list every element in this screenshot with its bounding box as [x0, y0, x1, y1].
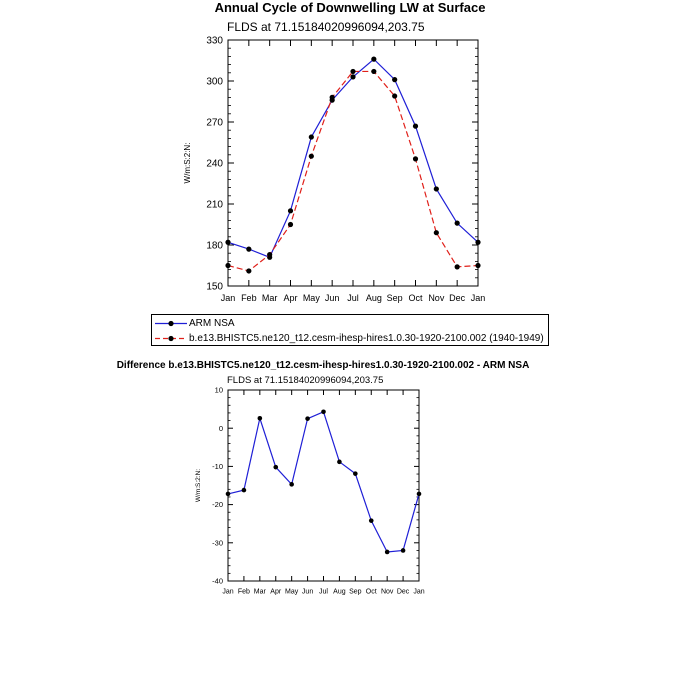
main-chart-title: Annual Cycle of Downwelling LW at Surface	[214, 0, 486, 15]
x-tick-label: Aug	[333, 588, 346, 596]
data-point	[385, 550, 390, 555]
data-point	[226, 492, 231, 497]
x-tick-label: Apr	[283, 293, 298, 303]
x-tick-label: Aug	[365, 293, 382, 303]
legend-label-obs: ARM NSA	[189, 318, 235, 329]
y-tick-label: -40	[212, 576, 223, 586]
x-tick-label: Dec	[449, 293, 466, 303]
y-tick-label: 330	[206, 35, 223, 47]
data-point	[258, 416, 263, 421]
y-tick-label: 300	[206, 76, 223, 88]
data-point	[369, 518, 374, 523]
data-point	[273, 465, 278, 470]
y-tick-label: 10	[214, 385, 223, 395]
x-tick-label: Oct	[408, 293, 423, 303]
y-tick-label: 240	[206, 158, 223, 170]
x-tick-label: Mar	[261, 293, 278, 303]
y-axis-label: W/m:S:2:N:	[195, 468, 202, 503]
x-tick-label: Jul	[319, 588, 328, 596]
y-tick-label: 210	[206, 199, 223, 211]
x-tick-label: May	[302, 293, 320, 303]
x-tick-label: May	[285, 588, 299, 596]
x-tick-label: Jan	[220, 293, 236, 303]
diff-chart-subtitle: FLDS at 71.15184020996094,203.75	[227, 375, 384, 386]
legend-label-model: b.e13.BHISTC5.ne120_t12.cesm-ihesp-hires1.0.30-1920-2100.002 (1940-1949)	[189, 333, 544, 344]
x-tick-label: Jun	[301, 588, 314, 596]
y-tick-label: -20	[212, 500, 223, 510]
y-tick-label: 180	[206, 240, 223, 252]
y-axis-label: W/m:S:2:N:	[183, 142, 192, 184]
x-tick-label: Jan	[222, 588, 234, 596]
x-tick-label: Nov	[428, 293, 445, 303]
data-point	[321, 409, 326, 414]
plot-frame	[228, 390, 419, 581]
diff-chart-title: Difference b.e13.BHISTC5.ne120_t12.cesm-ihesp-hires1.0.30-1920-2100.002 - ARM NSA	[116, 360, 530, 371]
data-point	[305, 416, 310, 421]
x-tick-label: Apr	[270, 588, 282, 596]
x-tick-label: Jul	[347, 293, 359, 303]
x-tick-label: Oct	[365, 588, 377, 596]
x-tick-label: Feb	[237, 588, 250, 596]
x-tick-label: Dec	[396, 588, 410, 596]
x-tick-label: Sep	[386, 293, 403, 303]
y-tick-label: 150	[206, 281, 223, 293]
series-line-0	[228, 412, 419, 552]
y-tick-label: -30	[212, 538, 223, 548]
data-point	[353, 471, 358, 476]
data-point	[337, 460, 342, 465]
x-tick-label: Sep	[349, 588, 362, 596]
x-tick-label: Jun	[324, 293, 340, 303]
y-tick-label: 0	[218, 423, 223, 433]
x-tick-label: Feb	[241, 293, 257, 303]
data-point	[289, 482, 294, 487]
main-chart-subtitle: FLDS at 71.15184020996094,203.75	[227, 20, 425, 34]
x-tick-label: Jan	[413, 588, 425, 596]
y-tick-label: -10	[212, 462, 223, 472]
x-tick-label: Nov	[380, 588, 394, 596]
data-point	[401, 548, 406, 553]
y-tick-label: 270	[206, 117, 223, 129]
data-point	[417, 492, 422, 497]
x-tick-label: Jan	[470, 293, 486, 303]
x-tick-label: Mar	[253, 588, 266, 596]
data-point	[242, 488, 247, 493]
